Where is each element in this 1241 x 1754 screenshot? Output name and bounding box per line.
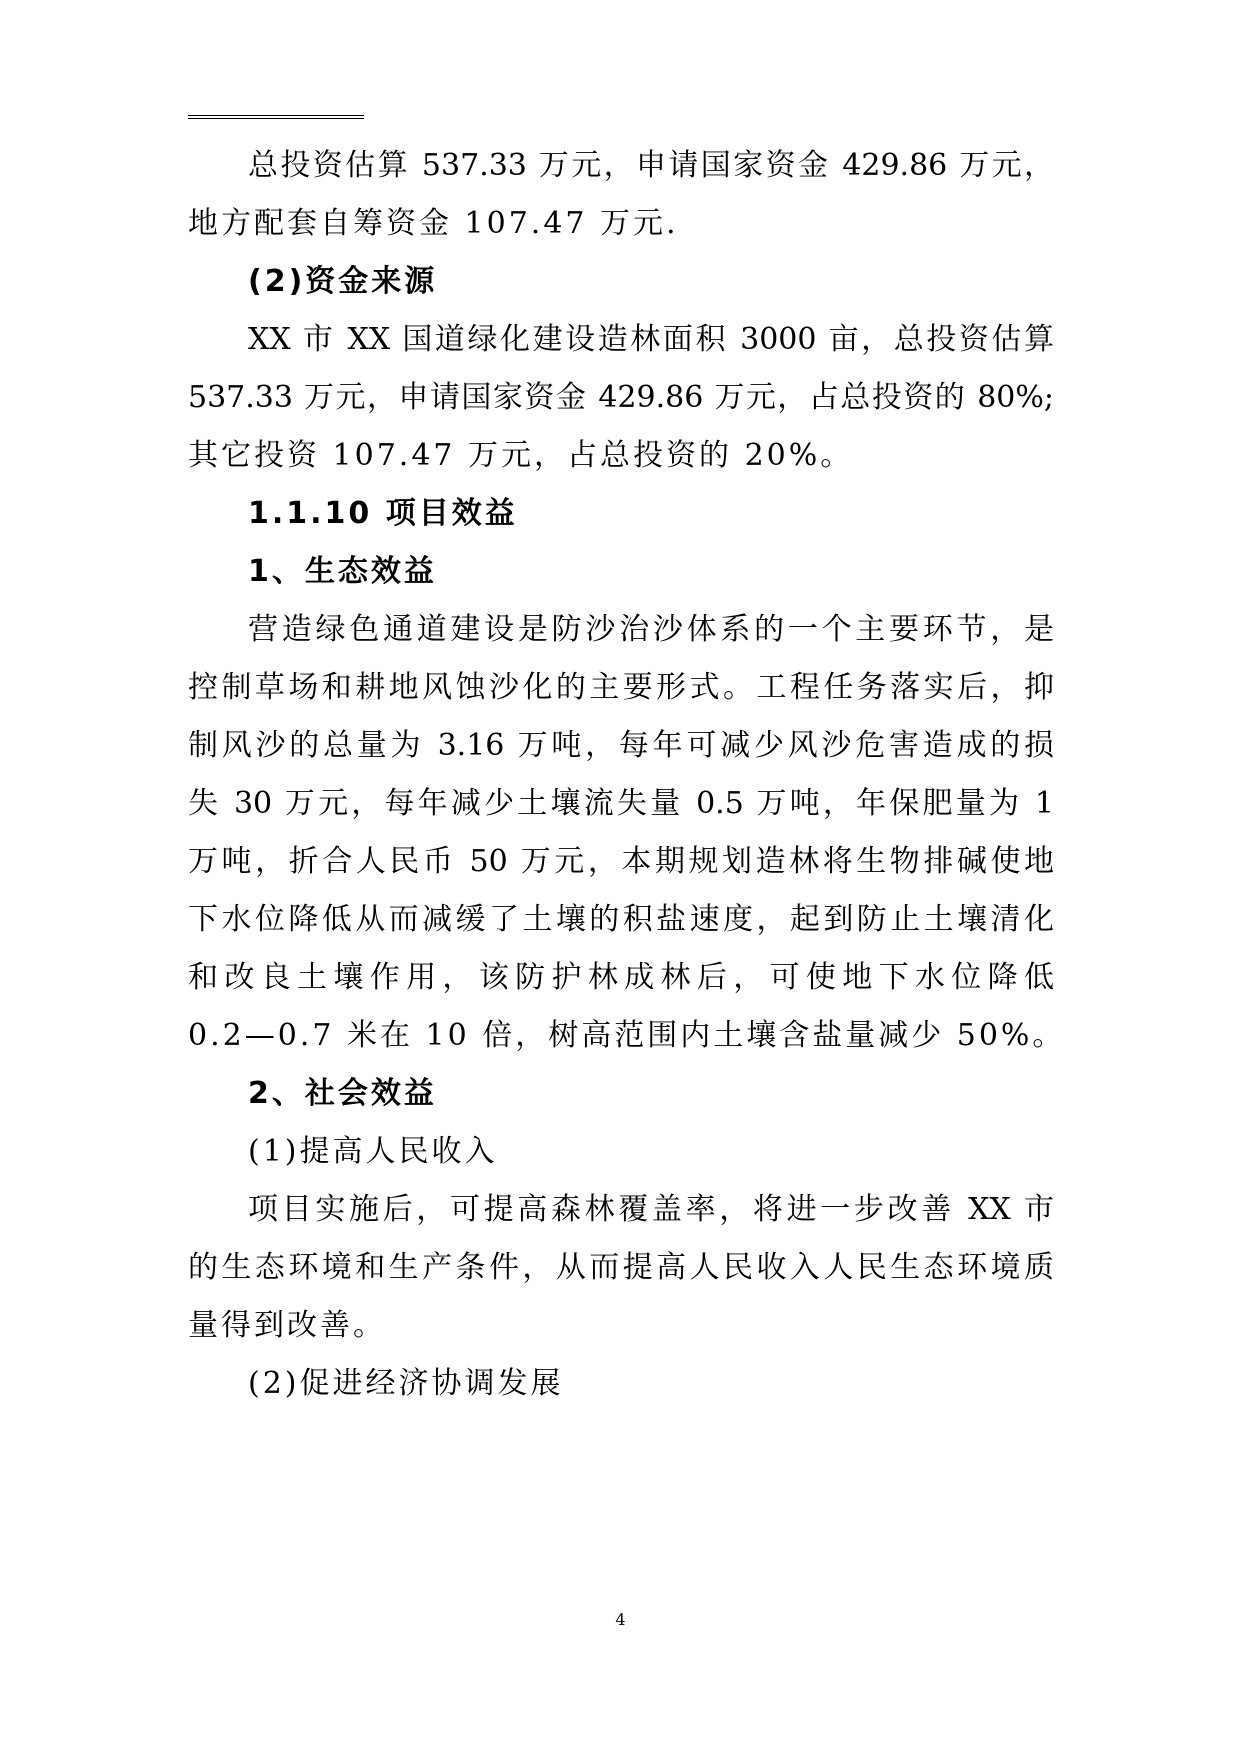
paragraph-line: 量得到改善。 — [188, 1308, 386, 1343]
paragraph-line: 其它投资 107.47 万元，占总投资的 20%。 — [188, 438, 854, 473]
paragraph-line: 总投资估算 537.33 万元，申请国家资金 429.86 万元， — [248, 148, 1054, 183]
subheading: (1)提高人民收入 — [248, 1134, 498, 1169]
paragraph-line: 537.33 万元，申请国家资金 429.86 万元，占总投资的 80%; — [188, 380, 1054, 415]
paragraph-line: 万吨，折合人民币 50 万元，本期规划造林将生物排碱使地 — [188, 844, 1054, 879]
paragraph-line: 项目实施后，可提高森林覆盖率，将进一步改善 XX 市 — [248, 1192, 1054, 1227]
paragraph-line: 制风沙的总量为 3.16 万吨，每年可减少风沙危害造成的损 — [188, 728, 1054, 763]
section-heading: (2)资金来源 — [248, 264, 438, 299]
section-heading: 1、生态效益 — [248, 554, 437, 589]
paragraph-line: 和改良土壤作用，该防护林成林后，可使地下水位降低 — [188, 960, 1054, 995]
page-number: 4 — [615, 1610, 626, 1629]
paragraph-line: 0.2—0.7 米在 10 倍，树高范围内土壤含盐量减少 50%。 — [188, 1018, 1066, 1053]
section-heading: 2、社会效益 — [248, 1076, 437, 1111]
subheading: (2)促进经济协调发展 — [248, 1366, 564, 1401]
paragraph-line: 失 30 万元，每年减少土壤流失量 0.5 万吨，年保肥量为 1 — [188, 786, 1054, 821]
paragraph-line: 地方配套自筹资金 107.47 万元. — [188, 206, 679, 241]
paragraph-line: 的生态环境和生产条件，从而提高人民收入人民生态环境质 — [188, 1250, 1054, 1285]
header-rule — [188, 115, 364, 119]
paragraph-line: 营造绿色通道建设是防沙治沙体系的一个主要环节，是 — [248, 612, 1054, 647]
paragraph-line: 下水位降低从而减缓了土壤的积盐速度，起到防止土壤清化 — [188, 902, 1054, 937]
paragraph-line: 控制草场和耕地风蚀沙化的主要形式。工程任务落实后，抑 — [188, 670, 1054, 705]
paragraph-line: XX 市 XX 国道绿化建设造林面积 3000 亩，总投资估算 — [248, 322, 1054, 357]
section-heading: 1.1.10 项目效益 — [248, 496, 518, 531]
